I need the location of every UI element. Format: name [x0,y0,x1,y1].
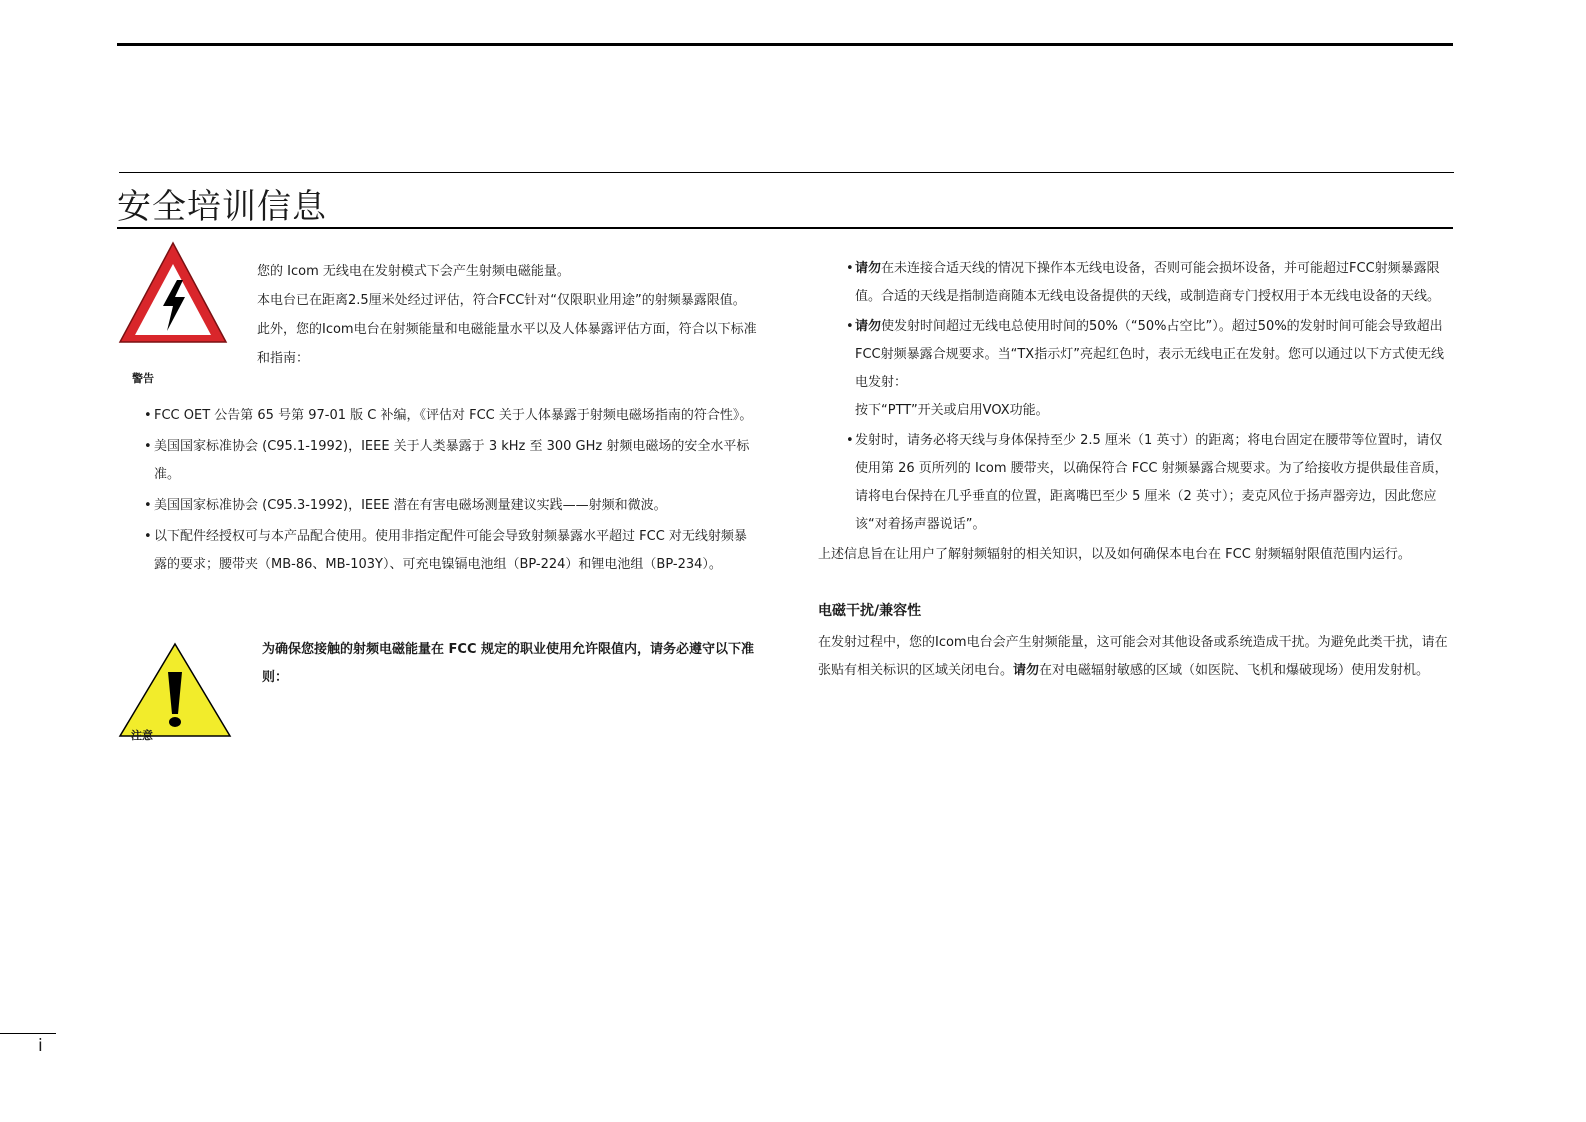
list-item: • 美国国家标准协会 (C95.3-1992)，IEEE 潜在有害电磁场测量建议实践——射频和微波。 [144,492,759,520]
emc-text-before: 在发射过程中，您的Icom电台会产生射频能量，这可能会对其他设备或系统造成干扰。为避免此类干扰，请在张贴有相关标识的区域关闭电台。 [818,635,1448,678]
emc-text-lead: 请勿 [1013,663,1040,678]
warning-line: 此外，您的Icom电台在射频能量和电磁能量水平以及人体暴露评估方面，符合以下标准和指南： [257,322,757,366]
caution-caption: 注意 [131,729,153,741]
header-rule [119,172,1454,173]
list-item-extra: 按下“PTT”开关或启用VOX功能。 [855,403,1049,418]
top-rule [117,43,1453,46]
footer-rule [0,1033,56,1034]
warning-line: 您的 Icom 无线电在发射模式下会产生射频电磁能量。 [257,264,570,279]
list-item [846,255,1454,311]
list-item-text: 使发射时间超过无线电总使用时间的50%（“50%占空比”）。超过50%的发射时间可能会导致超出FCC射频暴露合规要求。当“TX指示灯”亮起红色时，表示无线电正在发射。您可以通过以下方式使无线电发射： [855,319,1444,390]
warning-caption: 警告 [132,372,154,385]
list-item [846,313,1454,425]
caution-text: 为确保您接触的射频电磁能量在 FCC 规定的职业使用允许限值内，请务必遵守以下准则： [262,642,755,685]
list-item: • FCC OET 公告第 65 号第 97-01 版 C 补编，《评估对 FCC 关于人体暴露于射频电磁场指南的符合性》。 [144,402,759,430]
title-rule [117,227,1453,229]
emc-text [818,629,1458,685]
page-number: i [38,1036,43,1056]
page-title: 安全培训信息 [117,187,327,227]
list-item-lead: 请勿 [855,261,882,276]
standards-list [144,402,759,582]
warning-line: 本电台已在距离2.5厘米处经过评估，符合FCC针对“仅限职业用途”的射频暴露限值。 [257,293,746,308]
list-item-text: 在未连接合适天线的情况下操作本无线电设备，否则可能会损坏设备，并可能超过FCC射频暴露限值。合适的天线是指制造商随本无线电设备提供的天线，或制造商专门授权用于本无线电设备的天线。 [855,261,1441,304]
list-item [846,427,1454,539]
list-item: • 美国国家标准协会 (C95.1-1992)，IEEE 关于人类暴露于 3 kHz 至 300 GHz 射频电磁场的安全水平标准。 [144,433,759,489]
exclamation-caution-icon [118,642,232,738]
warning-text [257,257,757,373]
emc-text-after: 在对电磁辐射敏感的区域（如医院、飞机和爆破现场）使用发射机。 [1039,663,1430,678]
rf-summary: 上述信息旨在让用户了解射频辐射的相关知识，以及如何确保本电台在 FCC 射频辐射限值范围内运行。 [818,547,1411,562]
emc-heading: 电磁干扰/兼容性 [818,603,922,619]
list-item-lead: 请勿 [855,319,882,334]
high-voltage-warning-icon [117,240,229,346]
list-item: • 以下配件经授权可与本产品配合使用。使用非指定配件可能会导致射频暴露水平超过 FCC 对无线射频暴露的要求；腰带夹（MB-86、MB-103Y）、可充电镍镉电池组（BP-224）和锂电池组（BP-234）。 [144,523,759,579]
list-item-text: 发射时，请务必将天线与身体保持至少 2.5 厘米（1 英寸）的距离；将电台固定在腰带等位置时，请仅使用第 26 页所列的 Icom 腰带夹，以确保符合 FCC 射频暴露合规要求。为了给接收方提供最佳音质，请将电台保持在几乎垂直的位置，距离嘴巴至少 5 厘米（2 英寸）；麦克风位于扬声器旁边，因此您应该“对着扬声器说话”。 [855,433,1448,532]
guideline-list [846,255,1454,541]
